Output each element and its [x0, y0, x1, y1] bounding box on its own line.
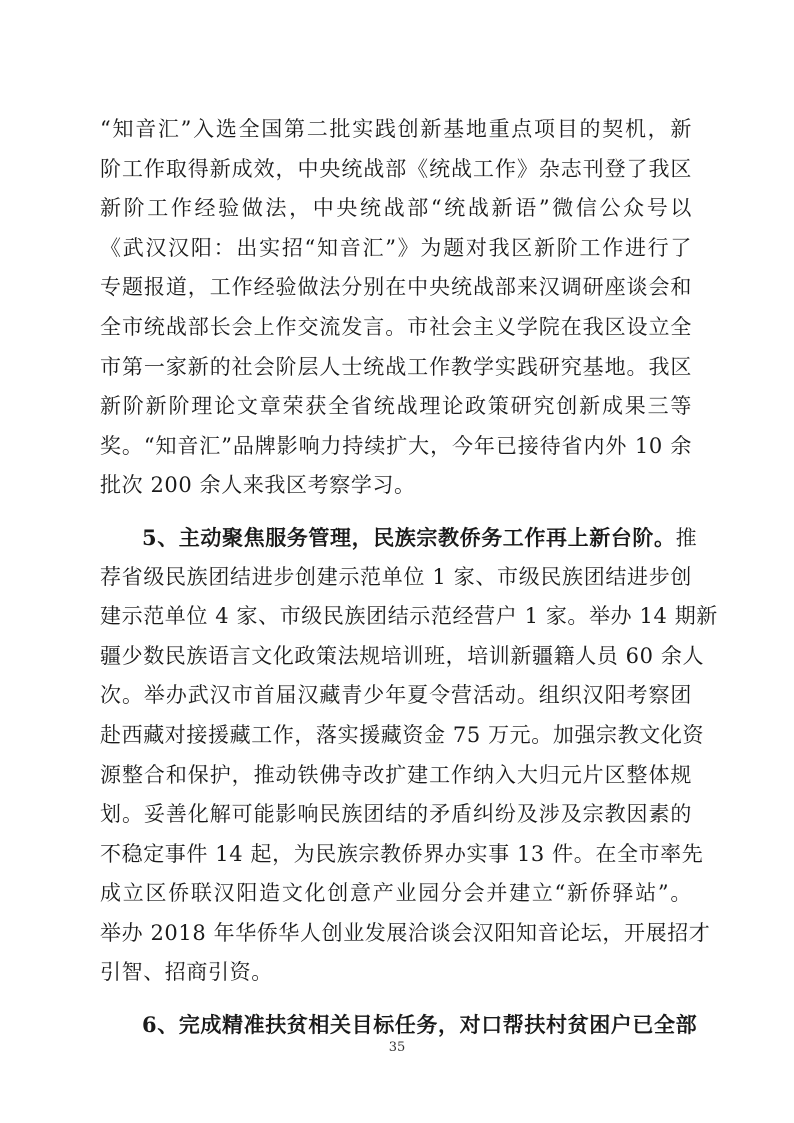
page-number: 35	[388, 1040, 406, 1055]
text-line: 不稳定事件 14 起，为民族宗教侨界办实事 13 件。在全市率先	[100, 841, 704, 866]
text-line: 引智、招商引资。	[100, 960, 273, 985]
text-line: 奖。“知音汇”品牌影响力持续扩大，今年已接待省内外 10 余	[100, 433, 692, 458]
text-line: 建示范单位 4 家、市级民族团结示范经营户 1 家。举办 14 期新	[100, 604, 718, 629]
section-6-heading: 6、完成精准扶贫相关目标任务，对口帮扶村贫困户已全部	[142, 1012, 698, 1038]
text-line: 举办 2018 年华侨华人创业发展洽谈会汉阳知音论坛，开展招才	[100, 920, 711, 945]
text-line: 专题报道，工作经验做法分别在中央统战部来汉调研座谈会和	[100, 275, 692, 300]
section-6-heading-line	[100, 1005, 698, 1045]
text-line: 全市统战部长会上作交流发言。市社会主义学院在我区设立全	[100, 314, 692, 339]
section-5-heading: 5、主动聚焦服务管理，民族宗教侨务工作再上新台阶。	[142, 524, 676, 550]
section-6	[100, 1005, 698, 1045]
body-text	[100, 110, 718, 1045]
text-line: “知音汇”入选全国第二批实践创新基地重点项目的契机，新	[100, 117, 692, 141]
text-fragment: 推	[675, 525, 698, 550]
text-line: 《武汉汉阳：出实招“知音汇”》为题对我区新阶工作进行了	[100, 235, 692, 260]
text-line: 赴西藏对接援藏工作，落实援藏资金 75 万元。加强宗教文化资	[100, 722, 705, 747]
text-line: 荐省级民族团结进步创建示范单位 1 家、市级民族团结进步创	[100, 564, 692, 589]
text-line: 批次 200 余人来我区考察学习。	[100, 473, 416, 498]
text-line: 源整合和保护，推动铁佛寺改扩建工作纳入大归元片区整体规	[100, 762, 692, 787]
section-5-heading-line	[100, 518, 698, 558]
text-line: 阶工作取得新成效，中央统战部《统战工作》杂志刊登了我区	[100, 156, 692, 181]
text-line: 划。妥善化解可能影响民族团结的矛盾纠纷及涉及宗教因素的	[100, 802, 692, 827]
text-line: 新阶新阶理论文章荣获全省统战理论政策研究创新成果三等	[100, 394, 692, 419]
text-line: 新阶工作经验做法，中央统战部“统战新语”微信公众号以	[100, 196, 692, 221]
text-line: 疆少数民族语言文化政策法规培训班，培训新疆籍人员 60 余人	[100, 643, 705, 668]
text-line: 成立区侨联汉阳造文化创意产业园分会并建立“新侨驿站”。	[100, 881, 692, 906]
paragraph-zhiyinhui	[100, 110, 692, 506]
text-line: 市第一家新的社会阶层人士统战工作教学实践研究基地。我区	[100, 354, 692, 379]
text-line: 次。举办武汉市首届汉藏青少年夏令营活动。组织汉阳考察团	[100, 683, 692, 708]
section-5	[100, 518, 718, 993]
